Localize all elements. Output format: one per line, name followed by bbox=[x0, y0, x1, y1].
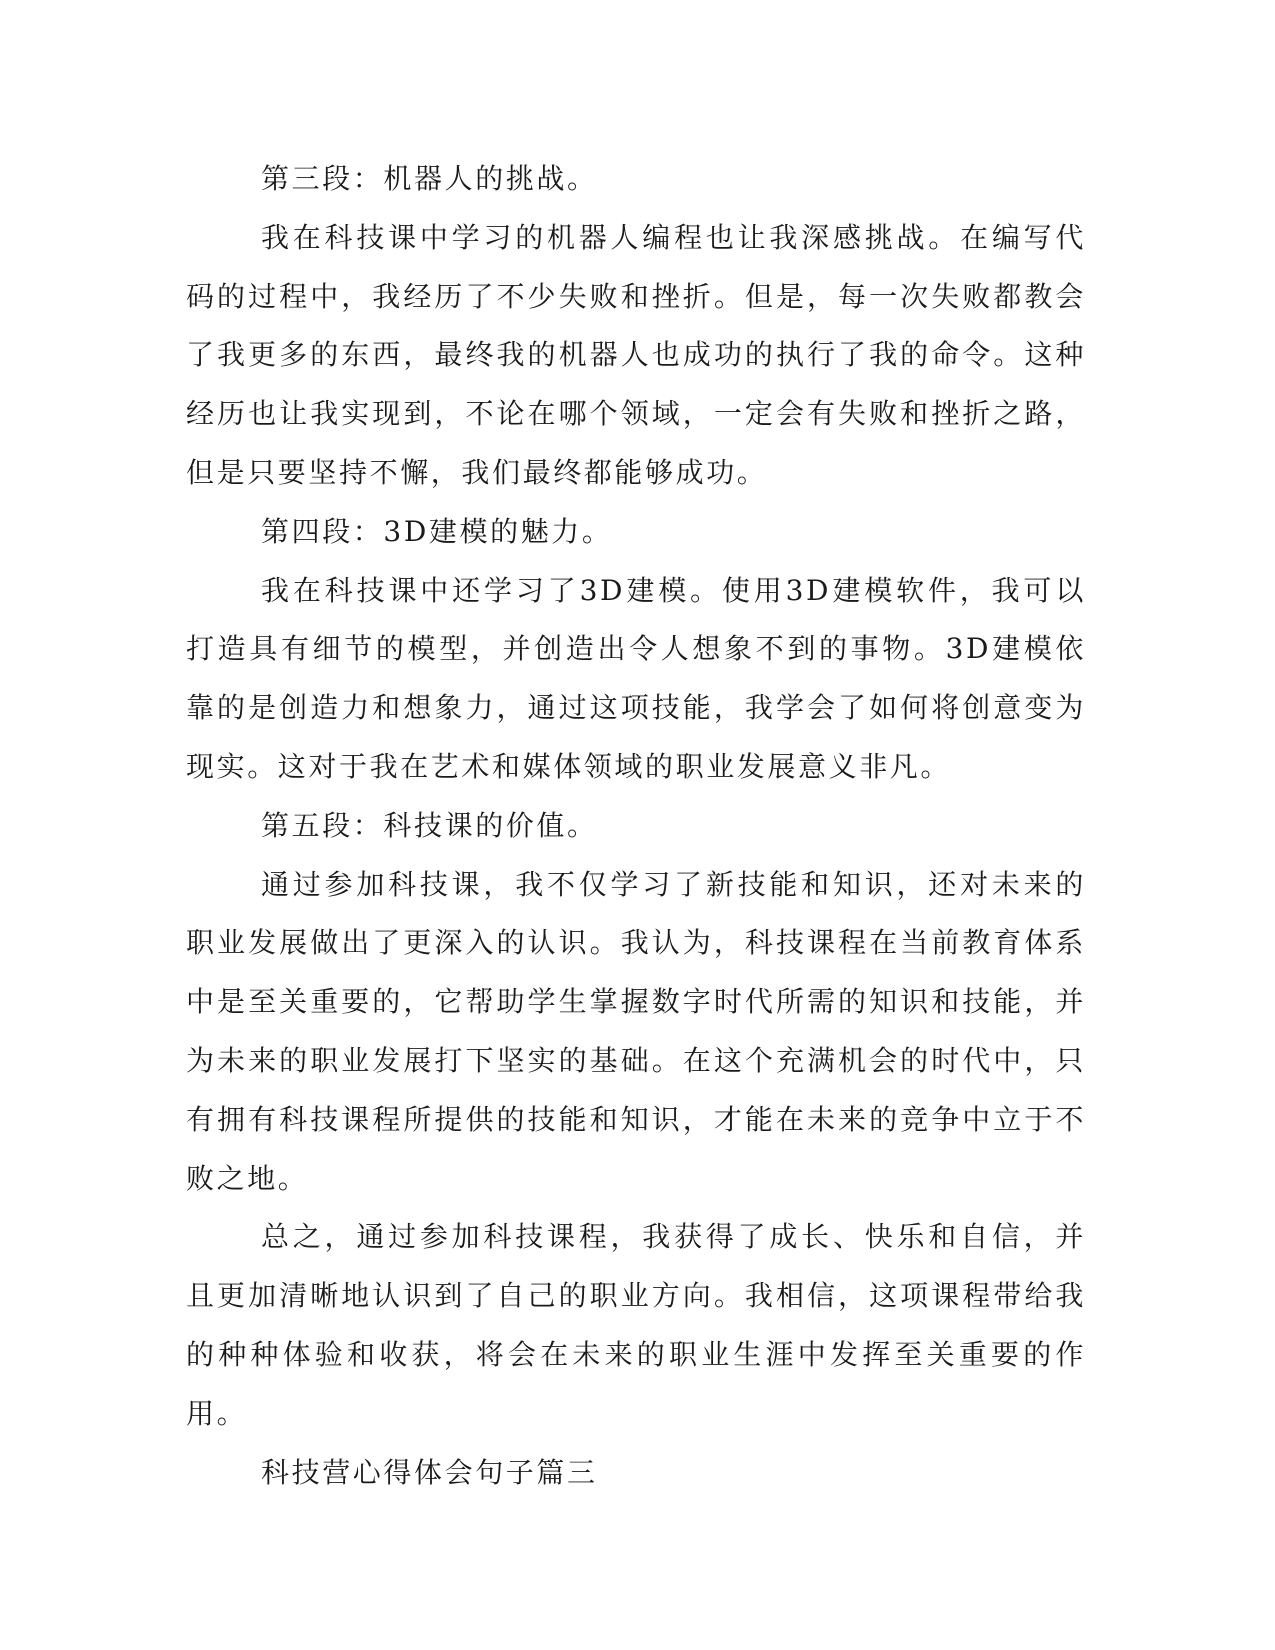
paragraph-course-value: 通过参加科技课，我不仅学习了新技能和知识，还对未来的职业发展做出了更深入的认识。我认为，科技课程在当前教育体系中是至关重要的，它帮助学生掌握数字时代所需的知识和技能，并为未来的职业发展打下坚实的基础。在这个充满机会的时代中，只有拥有科技课程所提供的技能和知识，才能在未来的竞争中立于不败之地。 bbox=[186, 867, 1086, 1195]
section-heading-5: 第五段：科技课的价值。 bbox=[261, 808, 598, 842]
section-heading-3: 第三段：机器人的挑战。 bbox=[261, 162, 598, 195]
paragraph-3d-modeling: 我在科技课中还学习了3D建模。使用3D建模软件，我可以打造具有细节的模型，并创造出令人想象不到的事物。3D建模依靠的是创造力和想象力，通过这项技能，我学会了如何将创意变为现实。这对于我在艺术和媒体领域的职业发展意义非凡。 bbox=[186, 573, 1086, 783]
next-article-title: 科技营心得体会句子篇三 bbox=[261, 1455, 598, 1489]
paragraph-robot-challenge: 我在科技课中学习的机器人编程也让我深感挑战。在编写代码的过程中，我经历了不少失败和挫折。但是，每一次失败都教会了我更多的东西，最终我的机器人也成功的执行了我的命令。这种经历也让我实现到，不论在哪个领域，一定会有失败和挫折之路，但是只要坚持不懈，我们最终都能够成功。 bbox=[186, 220, 1086, 489]
document-page bbox=[186, 150, 1086, 1502]
paragraph-conclusion: 总之，通过参加科技课程，我获得了成长、快乐和自信，并且更加清晰地认识到了自己的职业方向。我相信，这项课程带给我的种种体验和收获，将会在未来的职业生涯中发挥至关重要的作用。 bbox=[186, 1220, 1086, 1430]
section-heading-4: 第四段：3D建模的魅力。 bbox=[261, 514, 613, 548]
